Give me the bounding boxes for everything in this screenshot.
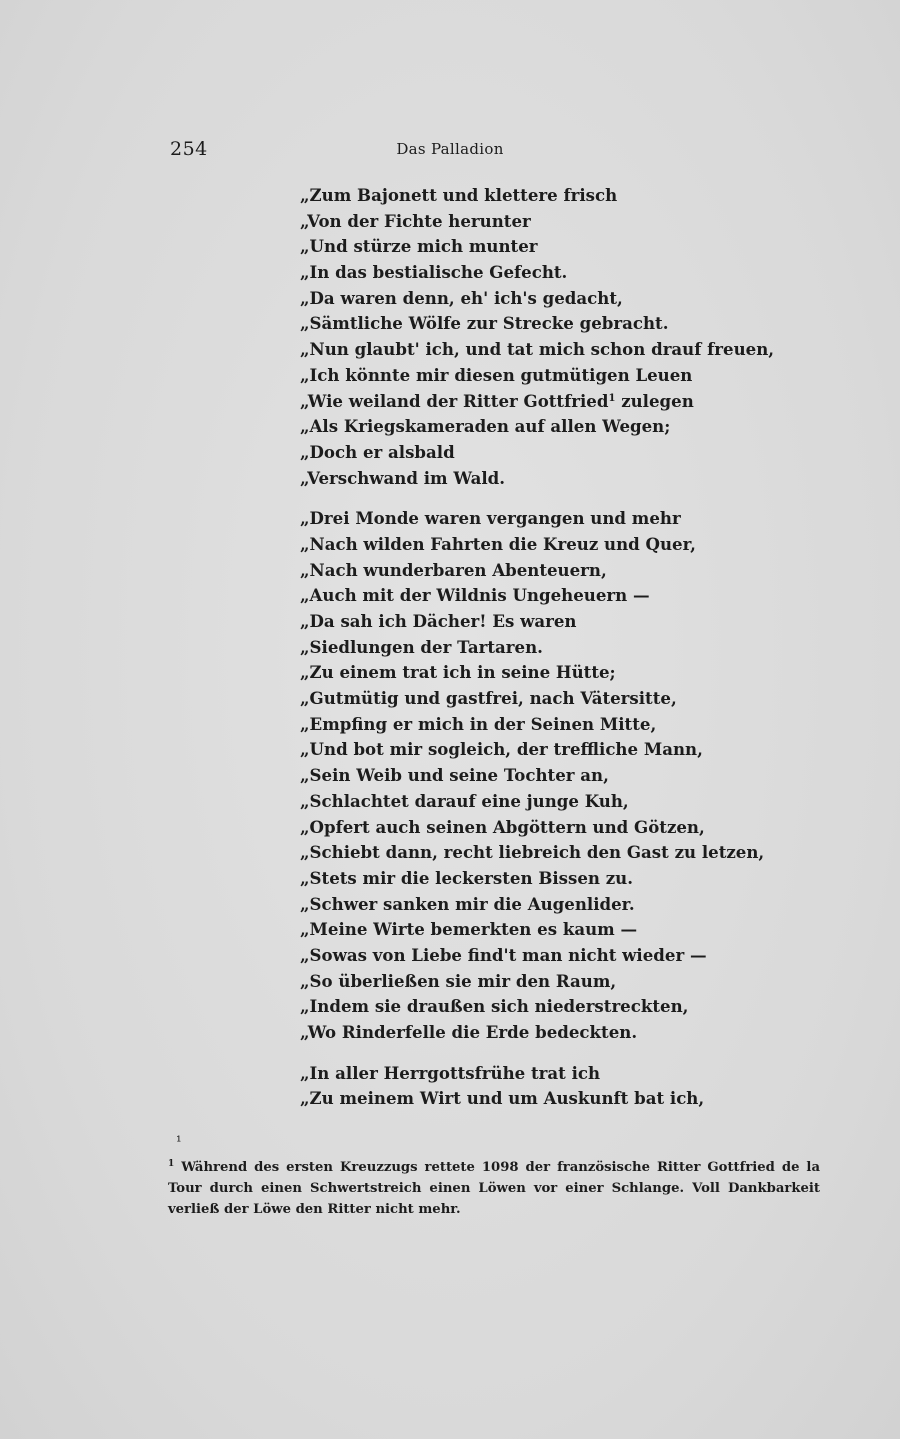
stanza-gap	[300, 491, 720, 506]
poem-line	[300, 389, 720, 415]
poem-line: „Zu einem trat ich in seine Hütte;	[300, 662, 616, 683]
poem-line: „Nach wunderbaren Abenteuern,	[300, 559, 607, 580]
poem-line: „Schiebt dann, recht liebreich den Gast zu letzen,	[300, 842, 765, 863]
poem-line: „Schlachtet darauf eine junge Kuh,	[300, 790, 629, 811]
poem-line: „Drei Monde waren vergangen und mehr	[300, 508, 681, 529]
stanza-gap	[300, 1046, 720, 1061]
poem-line: „Gutmütig und gastfrei, nach Vätersitte,	[300, 688, 677, 709]
poem-line-text: „Wie weiland der Ritter Gottfried	[300, 390, 609, 411]
poem-line: „Und bot mir sogleich, der treffliche Mann,	[300, 739, 703, 760]
poem-line: „Da waren denn, eh' ich's gedacht,	[300, 287, 623, 308]
poem-line: „Auch mit der Wildnis Ungeheuern —	[300, 585, 650, 606]
poem-line: „Doch er alsbald	[300, 441, 455, 462]
poem-line: „Stets mir die leckersten Bissen zu.	[300, 867, 634, 888]
stanza-2	[300, 506, 765, 1045]
poem-line: „Wo Rinderfelle die Erde bedeckten.	[300, 1022, 638, 1042]
poem-line: „Schwer sanken mir die Augenlider.	[300, 893, 635, 914]
poem-line: „In das bestialische Gefecht.	[300, 262, 568, 283]
footnote	[168, 1157, 820, 1220]
poem-line: „Opfert auch seinen Abgöttern und Götzen,	[300, 816, 705, 837]
running-title: Das Palladion	[396, 140, 504, 158]
poem-line: „Zu meinem Wirt und um Auskunft bat ich,	[300, 1088, 705, 1109]
footnote-text: Während des ersten Kreuzzugs rettete 1098 der französische Ritter Gottfried de la Tour durch einen Schwertstreich einen Löwen vor einer Schlange. Voll Dankbarkeit verließ der Löwe den Ritter nicht mehr.	[168, 1160, 820, 1217]
stanza-1	[300, 183, 775, 491]
poem-line: „Sämtliche Wölfe zur Strecke gebracht.	[300, 313, 669, 334]
poem-body	[300, 183, 775, 1112]
poem-line: „Nach wilden Fahrten die Kreuz und Quer,	[300, 533, 696, 554]
poem-line: „Von der Fichte herunter	[300, 210, 531, 231]
poem-line: „Sowas von Liebe find't man nicht wieder —	[300, 944, 707, 965]
footnote-reference[interactable]: 1	[608, 392, 616, 404]
poem-line: „So überließen sie mir den Raum,	[300, 970, 617, 991]
poem-line: „Da sah ich Dächer! Es waren	[300, 611, 577, 631]
footnote-number: 1	[168, 1159, 175, 1169]
page-number: 254	[170, 138, 208, 160]
poem-line: „Sein Weib und seine Tochter an,	[300, 765, 609, 786]
stanza-3	[300, 1061, 720, 1112]
poem-line: „Als Kriegskameraden auf allen Wegen;	[300, 416, 671, 437]
poem-line: „Nun glaubt' ich, und tat mich schon drauf freuen,	[300, 339, 775, 360]
poem-line: „Indem sie draußen sich niederstreckten,	[300, 996, 689, 1017]
poem-line: „Und stürze mich munter	[300, 236, 538, 257]
poem-line: „Verschwand im Wald.	[300, 467, 506, 488]
poem-line: „Ich könnte mir diesen gutmütigen Leuen	[300, 364, 693, 385]
poem-line: „Empfing er mich in der Seinen Mitte,	[300, 713, 657, 734]
poem-line: „Zum Bajonett und klettere frisch	[300, 185, 618, 205]
poem-line: „Meine Wirte bemerkten es kaum —	[300, 919, 638, 940]
footnote-separator-mark: ¹	[176, 1134, 182, 1150]
poem-line: „Siedlungen der Tartaren.	[300, 636, 543, 657]
poem-line-text: zulegen	[615, 390, 694, 411]
poem-line: „In aller Herrgottsfrühe trat ich	[300, 1062, 601, 1083]
